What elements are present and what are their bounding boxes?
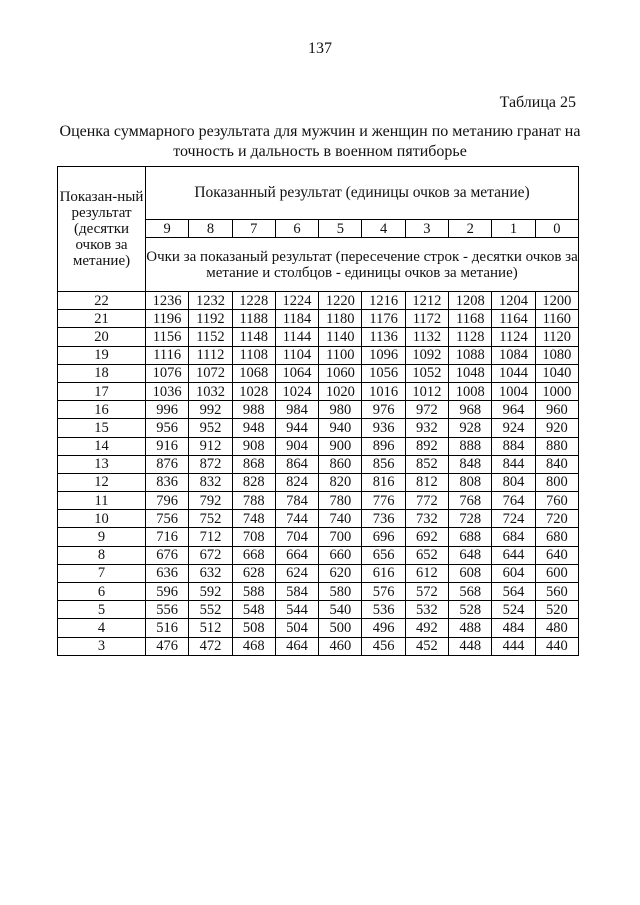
score-cell: 924 <box>492 419 535 437</box>
score-cell: 1068 <box>232 364 275 382</box>
table-row <box>58 346 579 364</box>
table-row <box>58 364 579 382</box>
score-cell: 1000 <box>535 382 578 400</box>
score-cell: 1016 <box>362 382 405 400</box>
score-cell: 928 <box>449 419 492 437</box>
score-cell: 536 <box>362 601 405 619</box>
tens-cell: 18 <box>58 364 146 382</box>
score-cell: 820 <box>319 473 362 491</box>
score-cell: 868 <box>232 455 275 473</box>
score-cell: 588 <box>232 583 275 601</box>
score-cell: 940 <box>319 419 362 437</box>
score-cell: 480 <box>535 619 578 637</box>
table-row <box>58 401 579 419</box>
score-cell: 1160 <box>535 310 578 328</box>
tens-cell: 4 <box>58 619 146 637</box>
score-cell: 944 <box>275 419 318 437</box>
page-number: 137 <box>308 40 332 57</box>
score-cell: 784 <box>275 492 318 510</box>
score-cell: 596 <box>146 583 189 601</box>
table-row <box>58 328 579 346</box>
score-cell: 440 <box>535 637 578 655</box>
score-cell: 908 <box>232 437 275 455</box>
tens-cell: 20 <box>58 328 146 346</box>
tens-cell: 19 <box>58 346 146 364</box>
score-cell: 780 <box>319 492 362 510</box>
score-cell: 560 <box>535 583 578 601</box>
score-cell: 856 <box>362 455 405 473</box>
score-cell: 1044 <box>492 364 535 382</box>
score-cell: 736 <box>362 510 405 528</box>
score-cell: 992 <box>189 401 232 419</box>
score-cell: 1064 <box>275 364 318 382</box>
table-row <box>58 473 579 491</box>
score-cell: 552 <box>189 601 232 619</box>
score-cell: 752 <box>189 510 232 528</box>
tens-cell: 7 <box>58 564 146 582</box>
score-cell: 520 <box>535 601 578 619</box>
score-cell: 760 <box>535 492 578 510</box>
score-cell: 1012 <box>405 382 448 400</box>
unit-digit-header: 6 <box>275 220 318 238</box>
score-cell: 864 <box>275 455 318 473</box>
score-cell: 1168 <box>449 310 492 328</box>
score-cell: 904 <box>275 437 318 455</box>
table-row <box>58 292 579 310</box>
table-row <box>58 564 579 582</box>
score-cell: 732 <box>405 510 448 528</box>
score-cell: 628 <box>232 564 275 582</box>
score-cell: 668 <box>232 546 275 564</box>
score-cell: 448 <box>449 637 492 655</box>
table-row <box>58 528 579 546</box>
score-cell: 900 <box>319 437 362 455</box>
table-body <box>58 167 579 656</box>
score-cell: 1216 <box>362 292 405 310</box>
intersection-note: Очки за показаный результат (пересечение строк - десятки очков за метание и столбцов - единицы очков за метание) <box>146 238 579 292</box>
score-cell: 728 <box>449 510 492 528</box>
score-cell: 660 <box>319 546 362 564</box>
score-cell: 1060 <box>319 364 362 382</box>
score-cell: 572 <box>405 583 448 601</box>
score-cell: 1116 <box>146 346 189 364</box>
score-cell: 1092 <box>405 346 448 364</box>
score-cell: 1032 <box>189 382 232 400</box>
score-cell: 592 <box>189 583 232 601</box>
score-cell: 696 <box>362 528 405 546</box>
tens-cell: 14 <box>58 437 146 455</box>
header-row <box>58 167 579 220</box>
score-cell: 980 <box>319 401 362 419</box>
score-cell: 648 <box>449 546 492 564</box>
score-cell: 1224 <box>275 292 318 310</box>
score-cell: 1052 <box>405 364 448 382</box>
table-row <box>58 310 579 328</box>
score-cell: 1076 <box>146 364 189 382</box>
score-cell: 880 <box>535 437 578 455</box>
score-cell: 544 <box>275 601 318 619</box>
score-cell: 1152 <box>189 328 232 346</box>
score-cell: 996 <box>146 401 189 419</box>
score-cell: 1204 <box>492 292 535 310</box>
unit-digit-header: 1 <box>492 220 535 238</box>
score-cell: 816 <box>362 473 405 491</box>
score-cell: 968 <box>449 401 492 419</box>
score-cell: 644 <box>492 546 535 564</box>
unit-digit-header: 7 <box>232 220 275 238</box>
score-cell: 1108 <box>232 346 275 364</box>
score-cell: 920 <box>535 419 578 437</box>
score-cell: 1004 <box>492 382 535 400</box>
score-cell: 740 <box>319 510 362 528</box>
score-cell: 912 <box>189 437 232 455</box>
table-row <box>58 601 579 619</box>
score-cell: 840 <box>535 455 578 473</box>
score-cell: 1164 <box>492 310 535 328</box>
score-cell: 1040 <box>535 364 578 382</box>
column-group-header: Показанный результат (единицы очков за метание) <box>146 167 579 220</box>
score-cell: 680 <box>535 528 578 546</box>
score-cell: 808 <box>449 473 492 491</box>
score-cell: 1196 <box>146 310 189 328</box>
score-cell: 692 <box>405 528 448 546</box>
score-cell: 468 <box>232 637 275 655</box>
score-cell: 948 <box>232 419 275 437</box>
score-cell: 768 <box>449 492 492 510</box>
score-cell: 532 <box>405 601 448 619</box>
tens-cell: 11 <box>58 492 146 510</box>
score-cell: 984 <box>275 401 318 419</box>
score-cell: 1120 <box>535 328 578 346</box>
score-cell: 976 <box>362 401 405 419</box>
score-cell: 716 <box>146 528 189 546</box>
unit-digit-header: 8 <box>189 220 232 238</box>
score-cell: 1028 <box>232 382 275 400</box>
table-row <box>58 583 579 601</box>
score-cell: 516 <box>146 619 189 637</box>
table-row <box>58 419 579 437</box>
score-cell: 1172 <box>405 310 448 328</box>
score-cell: 452 <box>405 637 448 655</box>
score-cell: 788 <box>232 492 275 510</box>
score-cell: 972 <box>405 401 448 419</box>
tens-cell: 6 <box>58 583 146 601</box>
score-cell: 872 <box>189 455 232 473</box>
score-cell: 720 <box>535 510 578 528</box>
score-cell: 620 <box>319 564 362 582</box>
score-cell: 1236 <box>146 292 189 310</box>
score-cell: 1184 <box>275 310 318 328</box>
score-cell: 832 <box>189 473 232 491</box>
table-row <box>58 619 579 637</box>
score-cell: 848 <box>449 455 492 473</box>
score-cell: 652 <box>405 546 448 564</box>
score-cell: 640 <box>535 546 578 564</box>
table-row <box>58 455 579 473</box>
score-cell: 568 <box>449 583 492 601</box>
score-cell: 688 <box>449 528 492 546</box>
score-cell: 1140 <box>319 328 362 346</box>
unit-digit-header: 2 <box>449 220 492 238</box>
score-cell: 1148 <box>232 328 275 346</box>
score-cell: 712 <box>189 528 232 546</box>
score-cell: 1112 <box>189 346 232 364</box>
score-cell: 488 <box>449 619 492 637</box>
score-cell: 888 <box>449 437 492 455</box>
score-cell: 676 <box>146 546 189 564</box>
score-cell: 636 <box>146 564 189 582</box>
score-cell: 632 <box>189 564 232 582</box>
tens-cell: 22 <box>58 292 146 310</box>
tens-cell: 3 <box>58 637 146 655</box>
tens-cell: 21 <box>58 310 146 328</box>
score-cell: 1056 <box>362 364 405 382</box>
score-cell: 1136 <box>362 328 405 346</box>
score-cell: 664 <box>275 546 318 564</box>
tens-cell: 16 <box>58 401 146 419</box>
score-cell: 988 <box>232 401 275 419</box>
score-cell: 624 <box>275 564 318 582</box>
score-cell: 744 <box>275 510 318 528</box>
score-cell: 600 <box>535 564 578 582</box>
score-cell: 612 <box>405 564 448 582</box>
score-cell: 812 <box>405 473 448 491</box>
score-cell: 1048 <box>449 364 492 382</box>
score-cell: 1200 <box>535 292 578 310</box>
score-cell: 580 <box>319 583 362 601</box>
table-row <box>58 637 579 655</box>
score-cell: 608 <box>449 564 492 582</box>
score-cell: 1072 <box>189 364 232 382</box>
unit-digit-header: 4 <box>362 220 405 238</box>
score-cell: 1156 <box>146 328 189 346</box>
score-cell: 500 <box>319 619 362 637</box>
score-cell: 964 <box>492 401 535 419</box>
score-cell: 1128 <box>449 328 492 346</box>
score-cell: 876 <box>146 455 189 473</box>
score-cell: 796 <box>146 492 189 510</box>
score-cell: 916 <box>146 437 189 455</box>
score-cell: 1008 <box>449 382 492 400</box>
score-cell: 932 <box>405 419 448 437</box>
score-cell: 800 <box>535 473 578 491</box>
score-cell: 772 <box>405 492 448 510</box>
score-cell: 1124 <box>492 328 535 346</box>
score-cell: 776 <box>362 492 405 510</box>
score-cell: 472 <box>189 637 232 655</box>
score-cell: 576 <box>362 583 405 601</box>
score-cell: 460 <box>319 637 362 655</box>
score-cell: 1212 <box>405 292 448 310</box>
score-cell: 828 <box>232 473 275 491</box>
score-cell: 1020 <box>319 382 362 400</box>
score-cell: 604 <box>492 564 535 582</box>
tens-cell: 13 <box>58 455 146 473</box>
score-cell: 852 <box>405 455 448 473</box>
score-cell: 1096 <box>362 346 405 364</box>
score-cell: 456 <box>362 637 405 655</box>
score-cell: 860 <box>319 455 362 473</box>
score-cell: 956 <box>146 419 189 437</box>
score-cell: 952 <box>189 419 232 437</box>
table-row <box>58 437 579 455</box>
score-cell: 704 <box>275 528 318 546</box>
score-table <box>57 166 579 656</box>
score-cell: 1220 <box>319 292 362 310</box>
table-caption: Оценка суммарного результата для мужчин и женщин по метанию гранат на точность и дальность в военном пятиборье <box>59 123 581 160</box>
table-row <box>58 546 579 564</box>
score-cell: 700 <box>319 528 362 546</box>
tens-cell: 8 <box>58 546 146 564</box>
tens-cell: 15 <box>58 419 146 437</box>
tens-cell: 10 <box>58 510 146 528</box>
score-cell: 524 <box>492 601 535 619</box>
score-cell: 684 <box>492 528 535 546</box>
table-label: Таблица 25 <box>499 94 576 111</box>
score-cell: 896 <box>362 437 405 455</box>
score-cell: 616 <box>362 564 405 582</box>
score-cell: 672 <box>189 546 232 564</box>
unit-digit-header: 3 <box>405 220 448 238</box>
score-cell: 960 <box>535 401 578 419</box>
unit-digit-header: 0 <box>535 220 578 238</box>
score-cell: 584 <box>275 583 318 601</box>
score-cell: 824 <box>275 473 318 491</box>
score-cell: 1232 <box>189 292 232 310</box>
table-row <box>58 492 579 510</box>
score-cell: 1036 <box>146 382 189 400</box>
score-cell: 548 <box>232 601 275 619</box>
score-cell: 884 <box>492 437 535 455</box>
score-cell: 1080 <box>535 346 578 364</box>
score-cell: 748 <box>232 510 275 528</box>
tens-cell: 17 <box>58 382 146 400</box>
tens-cell: 12 <box>58 473 146 491</box>
score-cell: 492 <box>405 619 448 637</box>
unit-digit-header: 5 <box>319 220 362 238</box>
score-cell: 1192 <box>189 310 232 328</box>
score-cell: 936 <box>362 419 405 437</box>
unit-digit-header: 9 <box>146 220 189 238</box>
score-cell: 512 <box>189 619 232 637</box>
score-cell: 1088 <box>449 346 492 364</box>
score-cell: 1180 <box>319 310 362 328</box>
score-cell: 1104 <box>275 346 318 364</box>
score-cell: 496 <box>362 619 405 637</box>
table-row <box>58 510 579 528</box>
score-cell: 1132 <box>405 328 448 346</box>
score-cell: 556 <box>146 601 189 619</box>
score-cell: 1208 <box>449 292 492 310</box>
score-cell: 1228 <box>232 292 275 310</box>
score-cell: 504 <box>275 619 318 637</box>
score-cell: 540 <box>319 601 362 619</box>
score-cell: 708 <box>232 528 275 546</box>
tens-cell: 9 <box>58 528 146 546</box>
score-cell: 836 <box>146 473 189 491</box>
score-cell: 792 <box>189 492 232 510</box>
score-cell: 1024 <box>275 382 318 400</box>
score-cell: 844 <box>492 455 535 473</box>
score-cell: 1144 <box>275 328 318 346</box>
score-cell: 528 <box>449 601 492 619</box>
score-cell: 656 <box>362 546 405 564</box>
score-cell: 444 <box>492 637 535 655</box>
score-cell: 756 <box>146 510 189 528</box>
score-cell: 1188 <box>232 310 275 328</box>
score-cell: 804 <box>492 473 535 491</box>
table-row <box>58 382 579 400</box>
score-cell: 564 <box>492 583 535 601</box>
score-cell: 1176 <box>362 310 405 328</box>
score-cell: 484 <box>492 619 535 637</box>
score-cell: 476 <box>146 637 189 655</box>
tens-cell: 5 <box>58 601 146 619</box>
score-cell: 892 <box>405 437 448 455</box>
row-header: Показан-ный результат (десятки очков за метание) <box>58 167 146 292</box>
score-cell: 508 <box>232 619 275 637</box>
score-cell: 1100 <box>319 346 362 364</box>
score-cell: 464 <box>275 637 318 655</box>
score-cell: 764 <box>492 492 535 510</box>
score-cell: 1084 <box>492 346 535 364</box>
score-cell: 724 <box>492 510 535 528</box>
